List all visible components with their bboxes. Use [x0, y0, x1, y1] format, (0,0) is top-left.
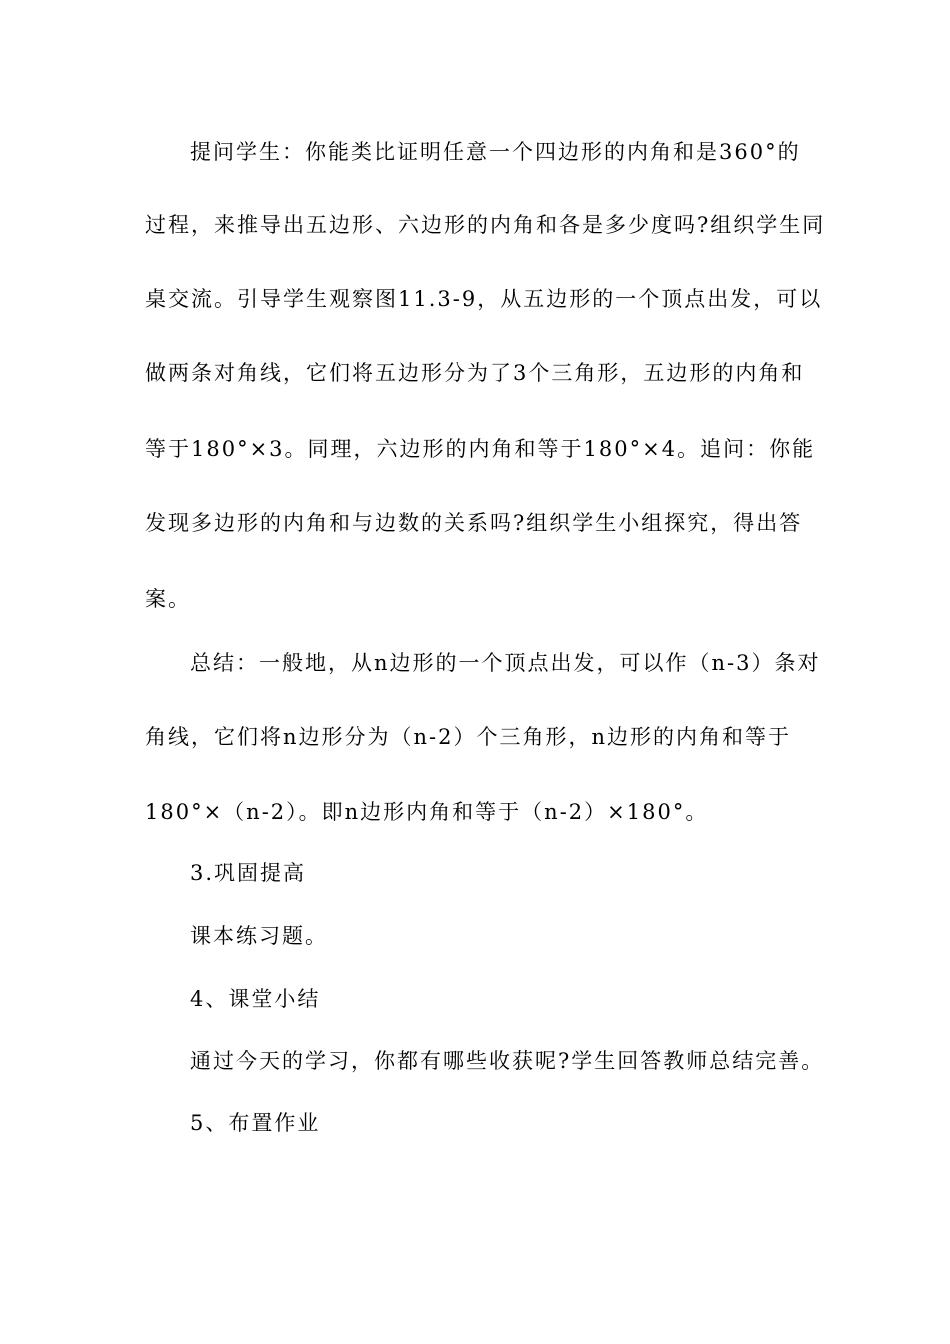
- summary-line-3: 180°×（n-2）。即n边形内角和等于（n-2）×180°。: [145, 800, 709, 824]
- paragraph-1-line-2: 过程，来推导出五边形、六边形的内角和各是多少度吗?组织学生同: [145, 213, 826, 237]
- paragraph-1-line-7: 案。: [145, 587, 191, 611]
- textbook-exercises: 课本练习题。: [190, 924, 328, 948]
- section-heading-consolidate: 3.巩固提高: [190, 861, 307, 885]
- summary-question: 通过今天的学习，你都有哪些收获呢?学生回答教师总结完善。: [190, 1049, 825, 1073]
- section-heading-homework: 5、布置作业: [190, 1111, 321, 1135]
- section-heading-summary: 4、课堂小结: [190, 987, 321, 1011]
- paragraph-1-line-5: 等于180°×3。同理，六边形的内角和等于180°×4。追问：你能: [145, 437, 816, 461]
- paragraph-1-line-1: 提问学生：你能类比证明任意一个四边形的内角和是360°的: [190, 140, 801, 164]
- summary-line-2: 角线，它们将n边形分为（n-2）个三角形，n边形的内角和等于: [145, 725, 792, 749]
- summary-line-1: 总结：一般地，从n边形的一个顶点出发，可以作（n-3）条对: [190, 651, 821, 675]
- paragraph-1-line-6: 发现多边形的内角和与边数的关系吗?组织学生小组探究，得出答: [145, 511, 803, 535]
- paragraph-1-line-4: 做两条对角线，它们将五边形分为了3个三角形，五边形的内角和: [145, 361, 805, 385]
- paragraph-1-line-3: 桌交流。引导学生观察图11.3-9，从五边形的一个顶点出发，可以: [145, 287, 823, 311]
